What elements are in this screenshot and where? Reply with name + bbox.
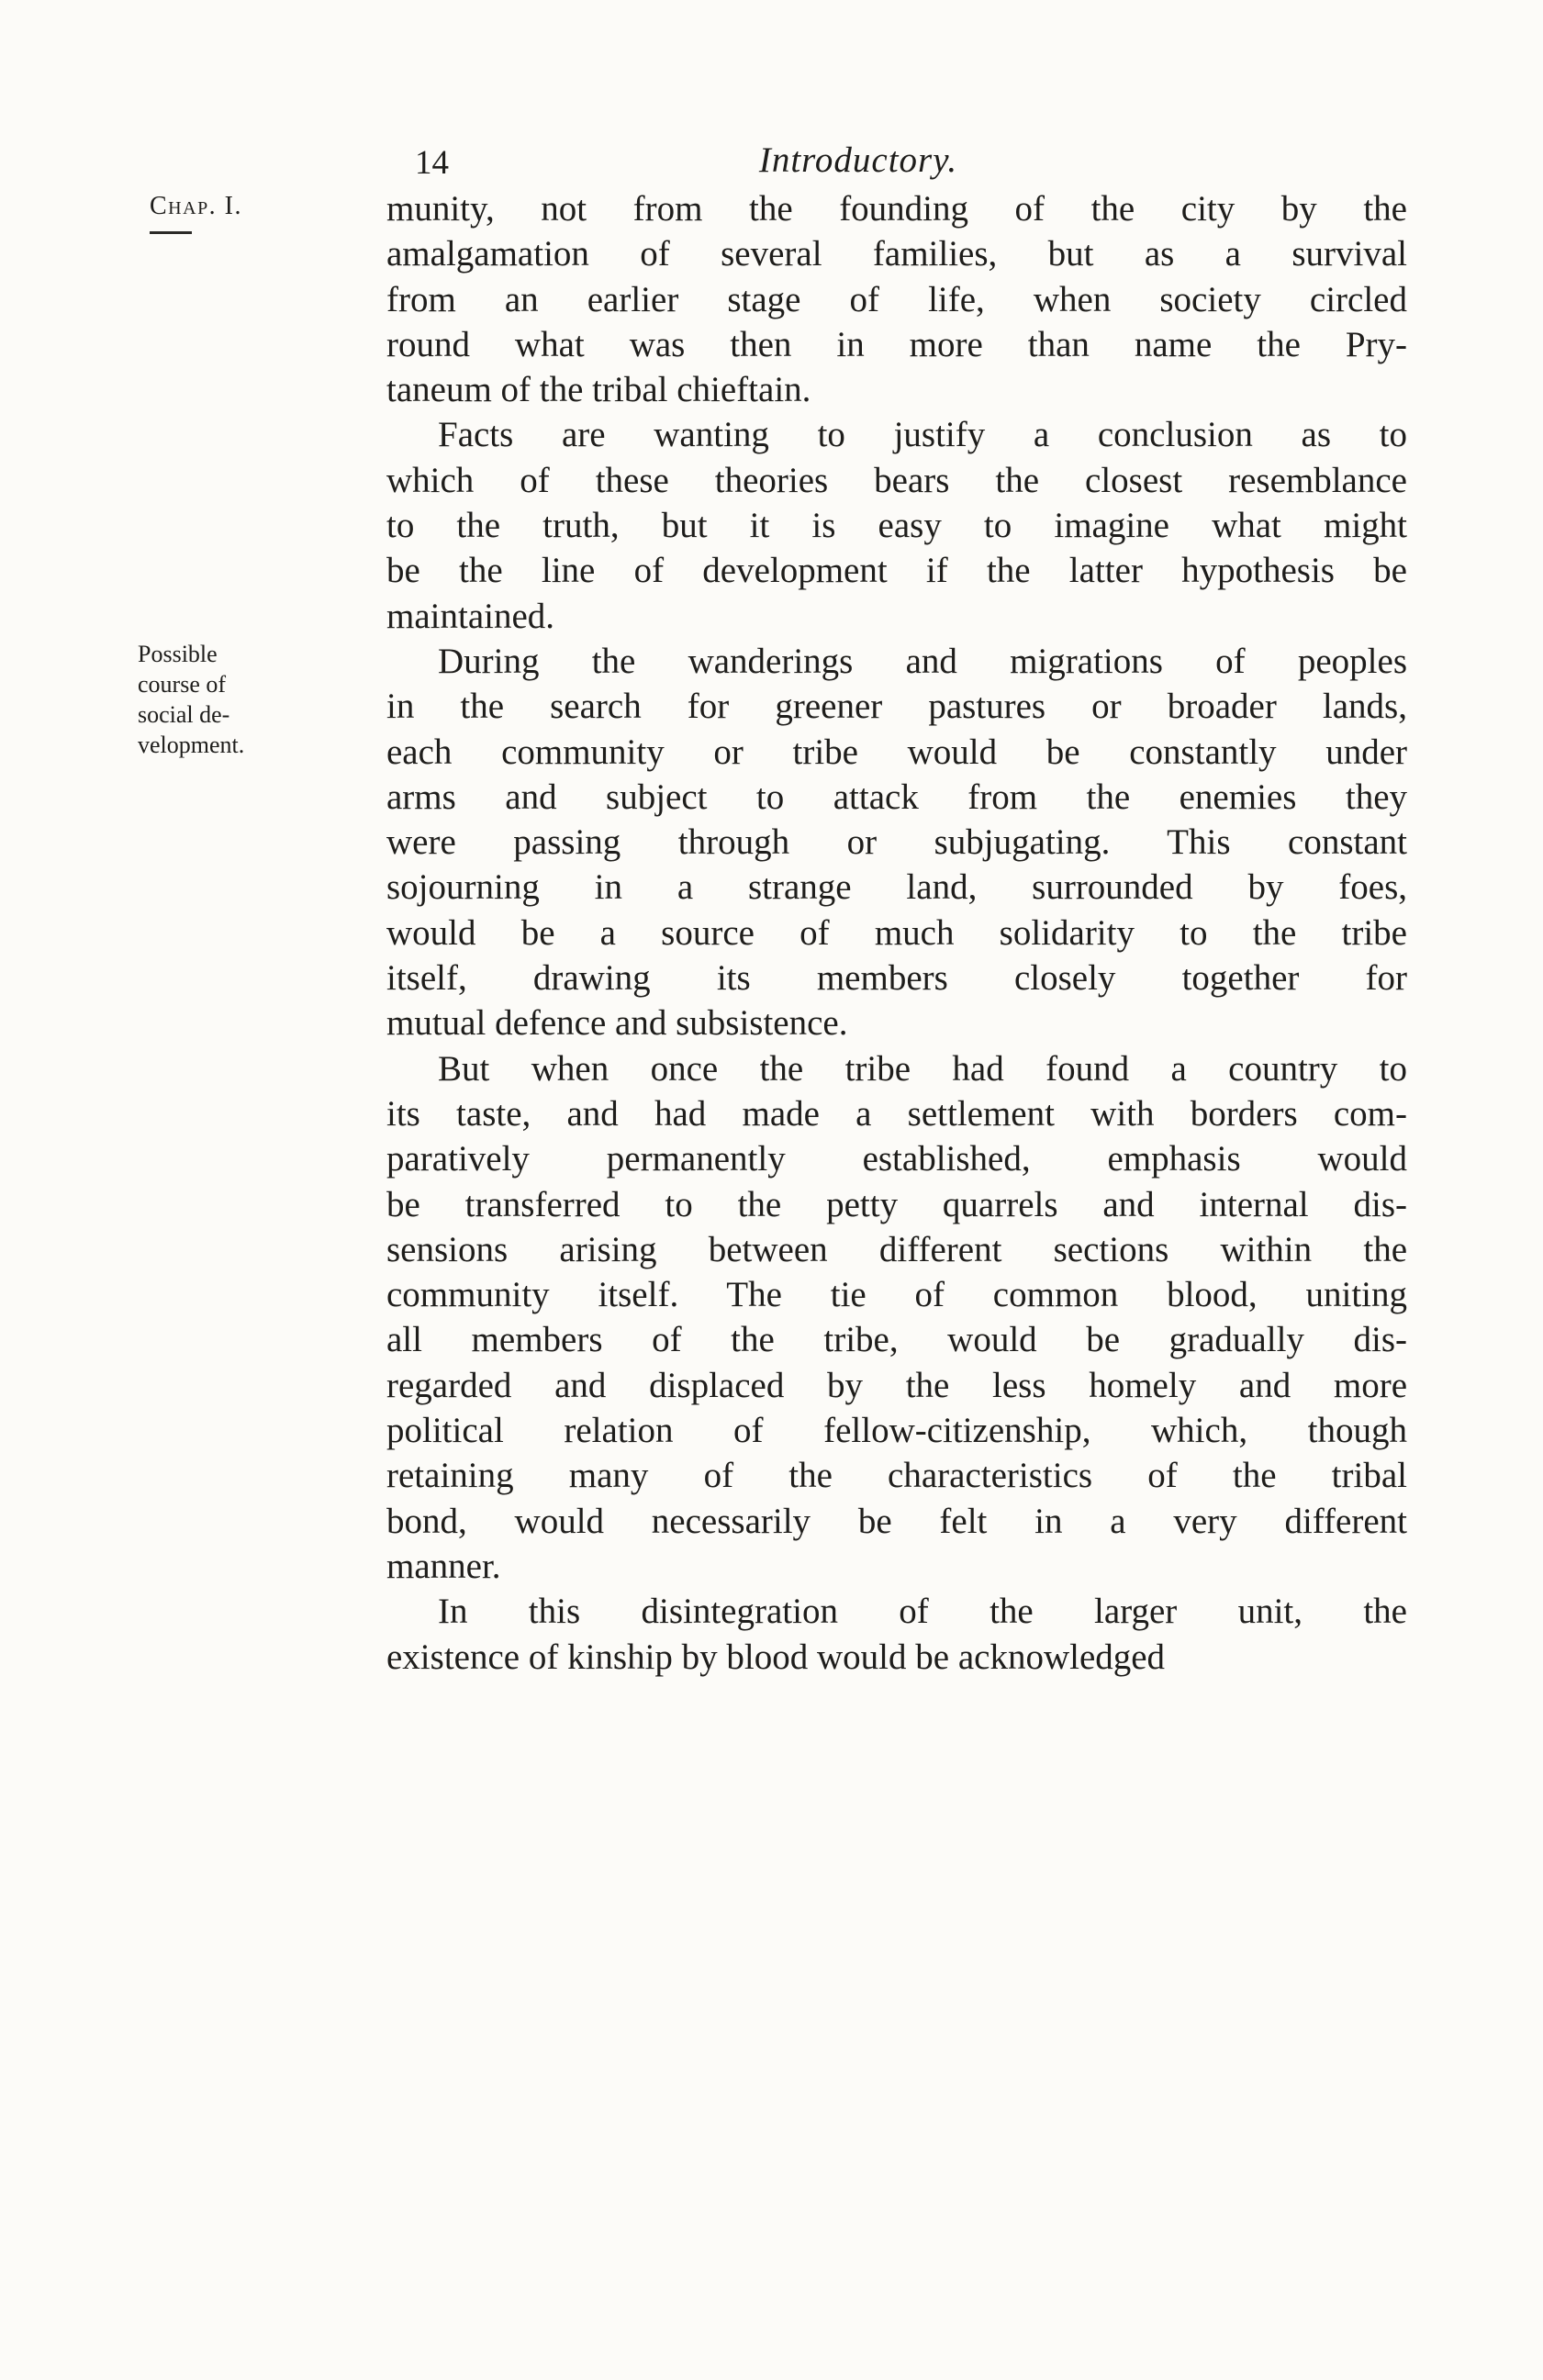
text-line: taneum of the tribal chieftain. xyxy=(386,370,811,410)
text-line: its taste, and had made a settlement with borders com- xyxy=(386,1093,1407,1134)
text-line: manner. xyxy=(386,1546,501,1586)
text-line: itself, drawing its members closely together for xyxy=(386,958,1407,999)
text-line: munity, not from the founding of the city by the xyxy=(386,189,1407,229)
chapter-rule-line xyxy=(150,231,192,234)
text-line: retaining many of the characteristics of the tribal xyxy=(386,1456,1407,1496)
margin-note-line: velopment. xyxy=(138,732,245,758)
margin-note-chapter xyxy=(150,192,242,234)
text-line: to the truth, but it is easy to imagine what might xyxy=(386,506,1407,546)
text-line: from an earlier stage of life, when society circled xyxy=(386,279,1407,319)
margin-note-line: course of xyxy=(138,671,227,698)
paragraph xyxy=(386,1046,1407,1590)
text-line: political relation of fellow-citizenship, which, though xyxy=(386,1411,1407,1451)
text-line: round what was then in more than name the Pry- xyxy=(386,324,1407,364)
text-line: existence of kinship by blood would be acknowledged xyxy=(386,1637,1166,1677)
text-line: But when once the tribe had found a country to xyxy=(438,1048,1407,1089)
text-line: be transferred to the petty quarrels and internal dis- xyxy=(386,1184,1407,1224)
text-line: in the search for greener pastures or broader lands, xyxy=(386,687,1407,727)
body-text xyxy=(386,186,1407,1680)
text-line: arms and subject to attack from the enemies they xyxy=(386,777,1407,817)
margin-note-development xyxy=(138,639,376,760)
running-title: Introductory. xyxy=(758,140,958,180)
text-line: community itself. The tie of common blood, uniting xyxy=(386,1275,1407,1315)
text-line: mutual defence and subsistence. xyxy=(386,1003,848,1044)
paragraph xyxy=(386,639,1407,1046)
text-line: sensions arising between different sections within the xyxy=(386,1229,1407,1269)
text-line: paratively permanently established, emphasis would xyxy=(386,1139,1407,1179)
text-line: each community or tribe would be constantly under xyxy=(386,732,1407,772)
chapter-label: Chap. I. xyxy=(150,192,243,220)
margin-note-line: social de- xyxy=(138,701,230,728)
text-line: sojourning in a strange land, surrounded by foes, xyxy=(386,867,1407,908)
paragraph xyxy=(386,412,1407,638)
text-line: all members of the tribe, would be gradually dis- xyxy=(386,1320,1407,1360)
text-line: maintained. xyxy=(386,596,555,636)
page-number: 14 xyxy=(415,144,449,182)
paragraph xyxy=(386,186,1407,412)
text-line: be the line of development if the latter hypothesis be xyxy=(386,551,1407,591)
text-line: amalgamation of several families, but as a survival xyxy=(386,234,1407,274)
text-line: bond, would necessarily be felt in a very different xyxy=(386,1501,1407,1541)
text-line: were passing through or subjugating. This constant xyxy=(386,822,1407,863)
text-line: would be a source of much solidarity to the tribe xyxy=(386,912,1407,953)
text-line: In this disintegration of the larger unit, the xyxy=(438,1592,1407,1632)
text-line: which of these theories bears the closest resemblance xyxy=(386,460,1407,500)
margin-note-line: Possible xyxy=(138,641,218,667)
text-line: regarded and displaced by the less homely and more xyxy=(386,1365,1407,1405)
text-line: During the wanderings and migrations of peoples xyxy=(438,641,1407,681)
text-line: Facts are wanting to justify a conclusion as to xyxy=(438,415,1407,455)
paragraph xyxy=(386,1589,1407,1680)
